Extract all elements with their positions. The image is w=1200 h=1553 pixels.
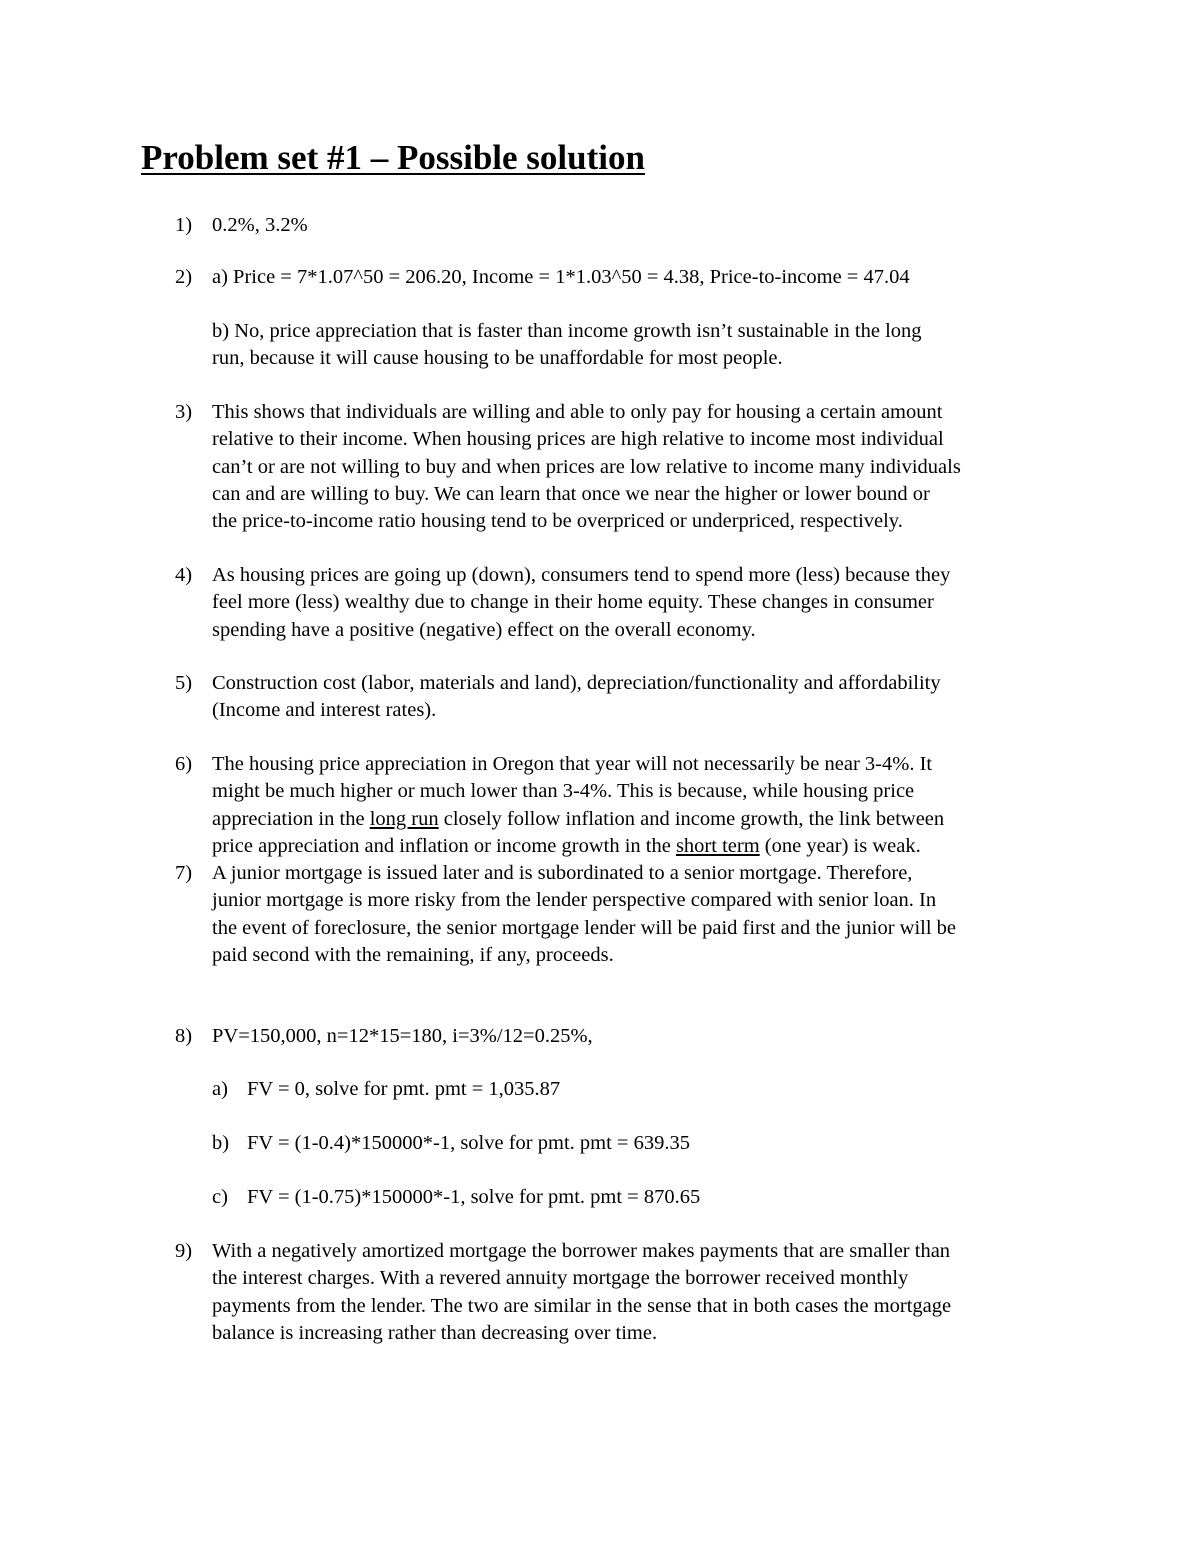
answer-line: Construction cost (labor, materials and land), depreciation/functionality and affordability	[212, 672, 941, 694]
answer-2b-line: b) No, price appreciation that is faster than income growth isn’t sustainable in the long	[212, 320, 922, 342]
answer-2a-text: a) Price = 7*1.07^50 = 206.20, Income = 1*1.03^50 = 4.38, Price-to-income = 47.04	[212, 266, 910, 288]
answer-number: 5)	[175, 672, 193, 694]
answer-2	[175, 264, 1065, 291]
sub-letter: a)	[212, 1078, 228, 1100]
answer-line	[212, 806, 1065, 833]
answer-line: balance is increasing rather than decreasing over time.	[212, 1321, 658, 1344]
answer-5	[175, 670, 1065, 725]
answer-line: This shows that individuals are willing and able to only pay for housing a certain amount	[212, 401, 943, 423]
answer-line: spending have a positive (negative) effect on the overall economy.	[212, 618, 756, 641]
underlined-term: short term	[675, 834, 760, 857]
answer-1	[175, 212, 1065, 239]
line-text: appreciation in the	[212, 807, 370, 830]
sub-text: FV = (1-0.75)*150000*-1, solve for pmt. pmt = 870.65	[247, 1186, 701, 1208]
answer-2b-line: run, because it will cause housing to be unaffordable for most people.	[212, 347, 783, 370]
answer-line: The housing price appreciation in Oregon that year will not necessarily be near 3-4%. It	[212, 753, 933, 775]
answer-7	[175, 860, 1065, 969]
answer-number: 9)	[175, 1240, 193, 1262]
answer-number: 3)	[175, 401, 193, 423]
sub-text: FV = (1-0.4)*150000*-1, solve for pmt. pmt = 639.35	[247, 1132, 690, 1154]
answer-line: the price-to-income ratio housing tend to be overpriced or underpriced, respectively.	[212, 510, 903, 533]
answer-line: can’t or are not willing to buy and when prices are low relative to income many individuals	[212, 455, 961, 478]
answer-8a	[212, 1076, 1012, 1103]
answer-text: PV=150,000, n=12*15=180, i=3%/12=0.25%,	[212, 1025, 593, 1047]
answer-number: 1)	[175, 214, 193, 236]
answer-line: can and are willing to buy. We can learn that once we near the higher or lower bound or	[212, 482, 930, 505]
answer-number: 2)	[175, 266, 193, 288]
answer-line: paid second with the remaining, if any, proceeds.	[212, 943, 614, 966]
answer-line: (Income and interest rates).	[212, 699, 437, 722]
answer-line	[212, 833, 1065, 860]
answer-8	[175, 1023, 1065, 1050]
sub-letter: c)	[212, 1186, 228, 1208]
answer-9	[175, 1238, 1065, 1347]
answer-line: the event of foreclosure, the senior mortgage lender will be paid first and the junior will be	[212, 916, 957, 939]
answer-8b	[212, 1130, 1012, 1157]
sub-letter: b)	[212, 1132, 230, 1154]
line-text: (one year) is weak.	[759, 834, 921, 857]
answer-line: the interest charges. With a revered annuity mortgage the borrower received monthly	[212, 1267, 909, 1290]
answer-4	[175, 562, 1065, 644]
answer-number: 6)	[175, 753, 193, 775]
answer-number: 8)	[175, 1025, 193, 1047]
answer-line: junior mortgage is more risky from the lender perspective compared with senior loan. In	[212, 889, 937, 912]
page-title: Problem set #1 – Possible solution	[141, 138, 645, 177]
answer-2b	[175, 318, 1065, 373]
answer-line: With a negatively amortized mortgage the borrower makes payments that are smaller than	[212, 1240, 951, 1262]
answer-line: feel more (less) wealthy due to change in their home equity. These changes in consumer	[212, 591, 934, 614]
answer-8c	[212, 1184, 1012, 1211]
answer-6	[175, 751, 1065, 860]
answer-line: might be much higher or much lower than 3-4%. This is because, while housing price	[212, 780, 915, 803]
answer-number: 7)	[175, 862, 193, 884]
answer-text: 0.2%, 3.2%	[212, 214, 308, 236]
line-text: price appreciation and inflation or income growth in the	[212, 834, 676, 857]
answer-line: A junior mortgage is issued later and is subordinated to a senior mortgage. Therefore,	[212, 862, 913, 884]
answer-number: 4)	[175, 564, 193, 586]
answer-3	[175, 399, 1065, 535]
underlined-term: long run	[369, 807, 439, 830]
sub-text: FV = 0, solve for pmt. pmt = 1,035.87	[247, 1078, 561, 1100]
answer-line: payments from the lender. The two are similar in the sense that in both cases the mortgage	[212, 1294, 952, 1317]
answer-line: relative to their income. When housing prices are high relative to income most individual	[212, 428, 944, 451]
answer-line: As housing prices are going up (down), consumers tend to spend more (less) because they	[212, 564, 951, 586]
line-text: closely follow inflation and income growth, the link between	[438, 807, 945, 830]
